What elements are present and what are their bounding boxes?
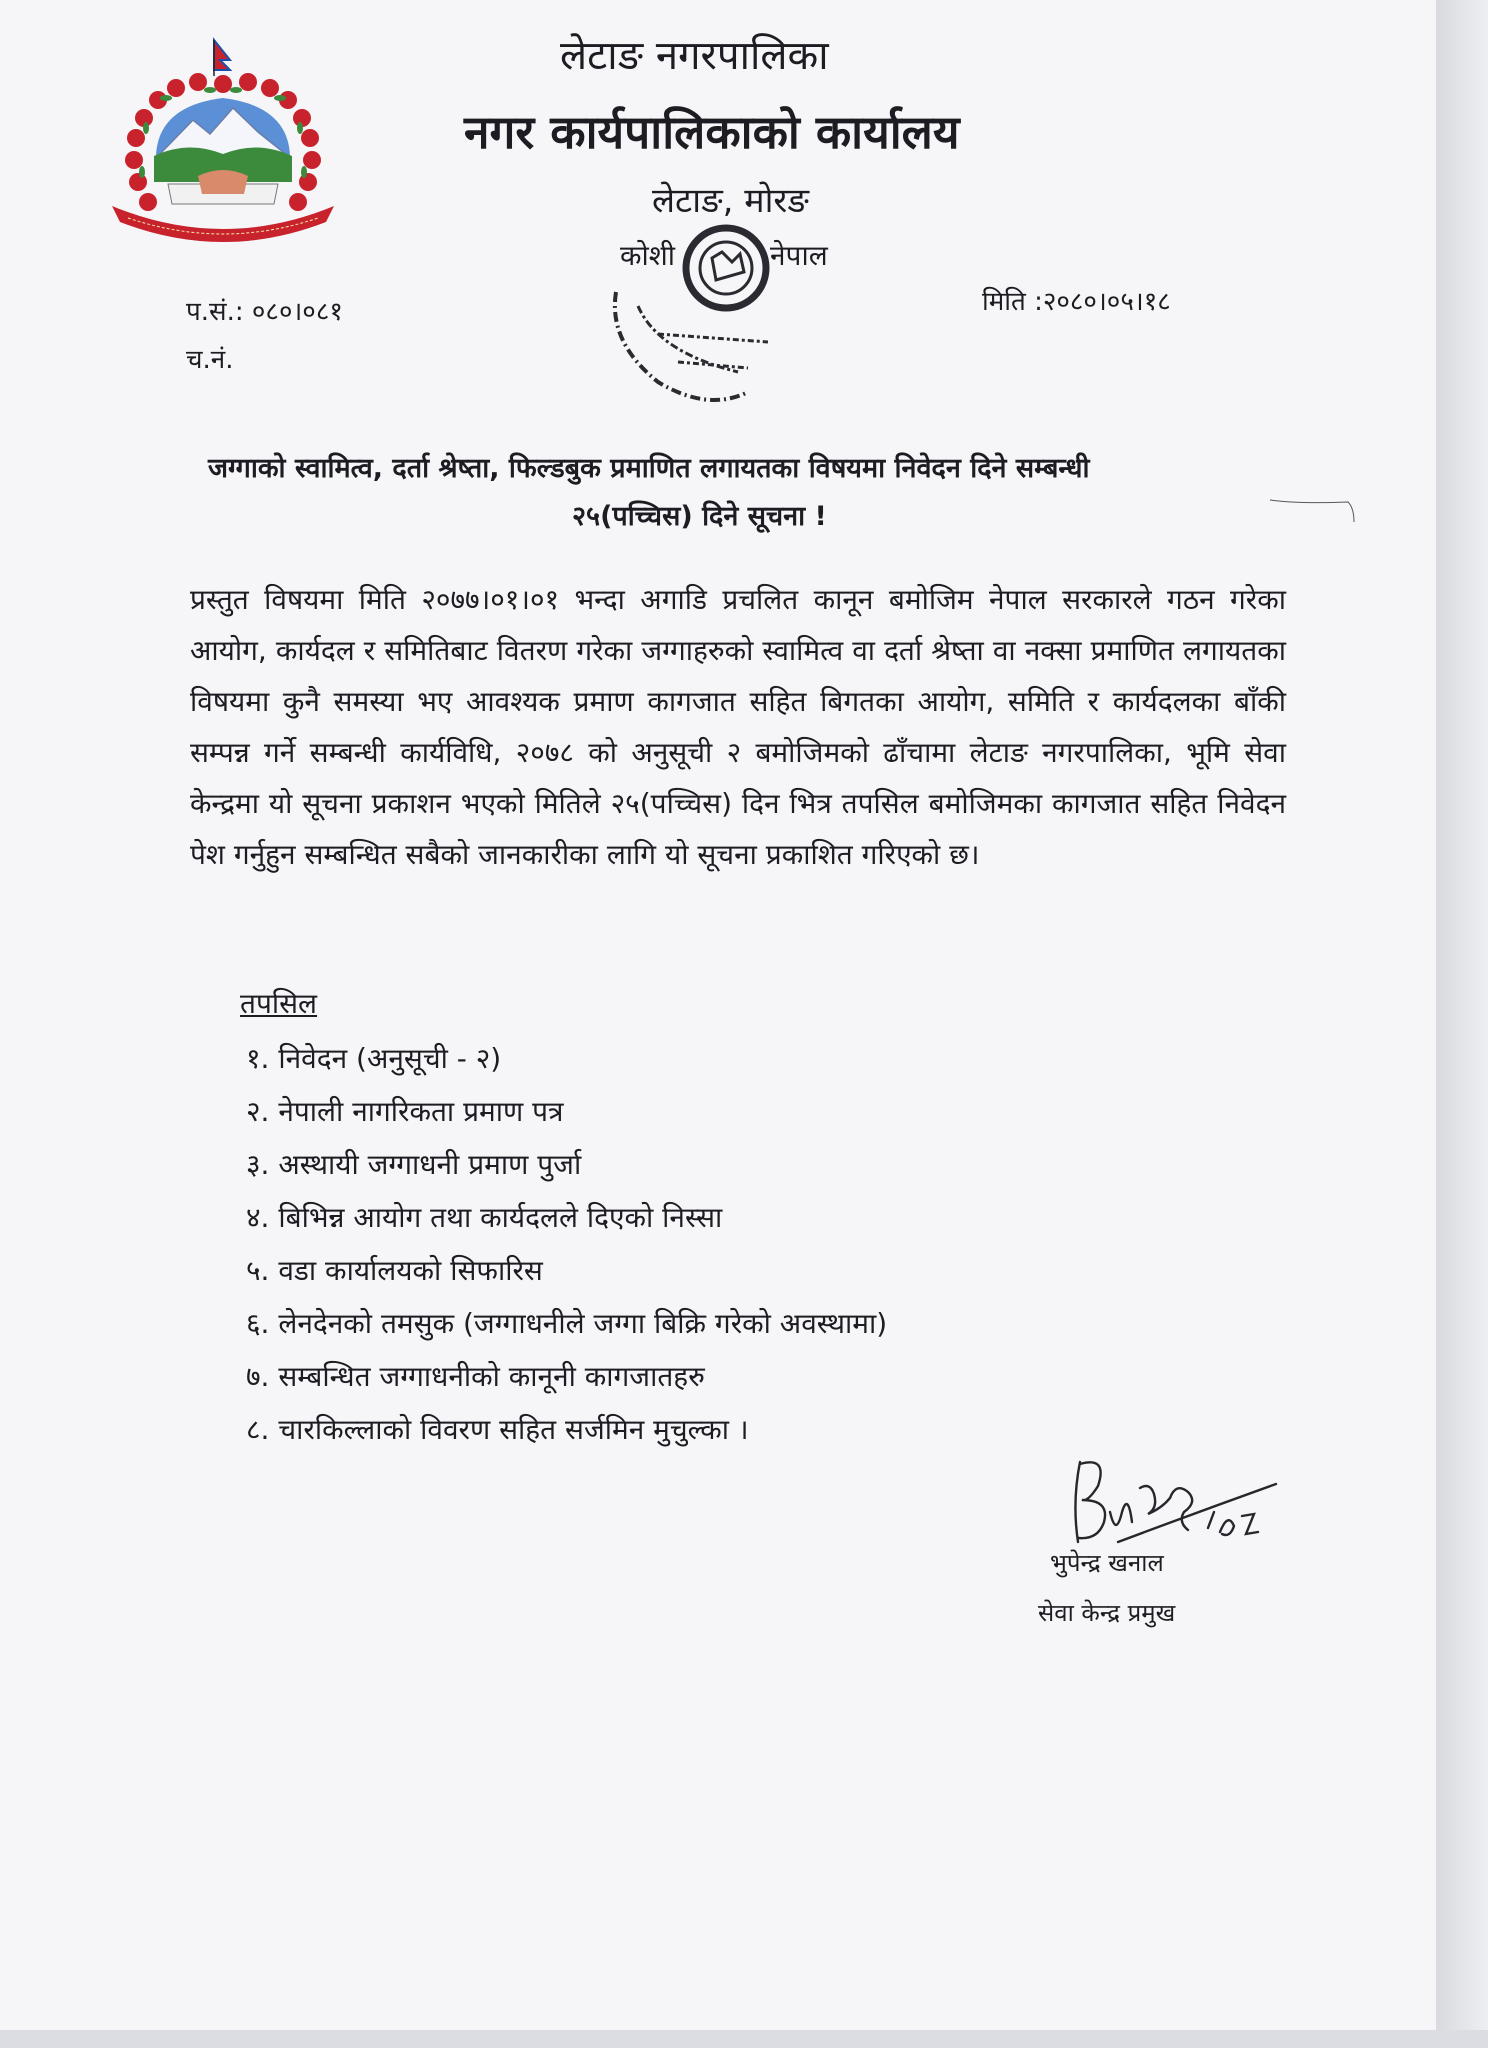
list-item: ३. अस्थायी जग्गाधनी प्रमाण पुर्जा [246,1148,582,1181]
list-item: ८. चारकिल्लाको विवरण सहित सर्जमिन मुचुल्का । [246,1413,749,1446]
margin-mark [1268,496,1356,526]
letter-date: मिति :२०८०।०५।१८ [982,287,1171,317]
reference-number: प.सं.: ०८०।०८१ [186,297,343,327]
flag-icon [214,40,230,76]
list-item: ६. लेनदेनको तमसुक (जग्गाधनीले जग्गा बिक्रि गरेको अवस्थामा) [246,1307,888,1340]
subject-line-2: २५(पच्चिस) दिने सूचना ! [572,501,827,532]
list-item: १. निवेदन (अनुसूची - २) [246,1042,502,1075]
page-edge [1436,0,1488,2048]
province-name: कोशी [620,239,676,272]
office-name: नगर कार्यपालिकाको कार्यालय [464,105,960,159]
required-documents-list [246,1032,887,1456]
list-title: तपसिल [240,987,318,1020]
municipality-name: लेटाङ नगरपालिका [560,33,829,79]
signatory-title: सेवा केन्द्र प्रमुख [1038,1599,1176,1627]
list-item: ५. वडा कार्यालयको सिफारिस [246,1254,543,1287]
list-item: २. नेपाली नागरिकता प्रमाण पत्र [246,1095,564,1128]
country-name: नेपाल [770,239,828,272]
notice-body: प्रस्तुत विषयमा मिति २०७७।०१।०१ भन्दा अगाडि प्रचलित कानून बमोजिम नेपाल सरकारले गठन गरेका आयोग, कार्यदल र समितिबाट वितरण गरेका जग्गाहरुको स्वामित्व वा दर्ता श्रेष्ता वा नक्सा प्रमाणित लगायतका विषयमा कुनै समस्या भए आवश्यक प्रमाण कागजात सहित बिगतका आयोग, समिति र कार्यदलका बाँकी सम्पन्न गर्ने सम्बन्धी कार्यविधि, २०७८ को अनुसूची २ बमोजिमको ढाँचामा लेटाङ नगरपालिका, भूमि सेवा केन्द्रमा यो सूचना प्रकाशन भएको मितिले २५(पच्चिस) दिन भित्र तपसिल बमोजिमका कागजात सहित निवेदन पेश गर्नुहुन सम्बन्धित सबैको जानकारीका लागि यो सूचना प्रकाशित गरिएको छ। [190,583,1286,871]
dispatch-number: च.नं. [186,345,234,375]
office-address: लेटाङ, मोरङ [652,181,809,221]
signatory-name: भुपेन्द्र खनाल [1050,1549,1164,1577]
page-bottom-edge [0,2030,1488,2048]
nepal-emblem-icon [98,36,348,258]
subject-line-1: जग्गाको स्वामित्व, दर्ता श्रेष्ता, फिल्डबुक प्रमाणित लगायतका विषयमा निवेदन दिने सम्बन्धी [208,453,1090,484]
list-item: ४. बिभिन्न आयोग तथा कार्यदलले दिएको निस्सा [246,1201,723,1234]
office-stamp-icon [598,222,828,414]
list-item: ७. सम्बन्धित जग्गाधनीको कानूनी कागजातहरु [246,1360,705,1393]
